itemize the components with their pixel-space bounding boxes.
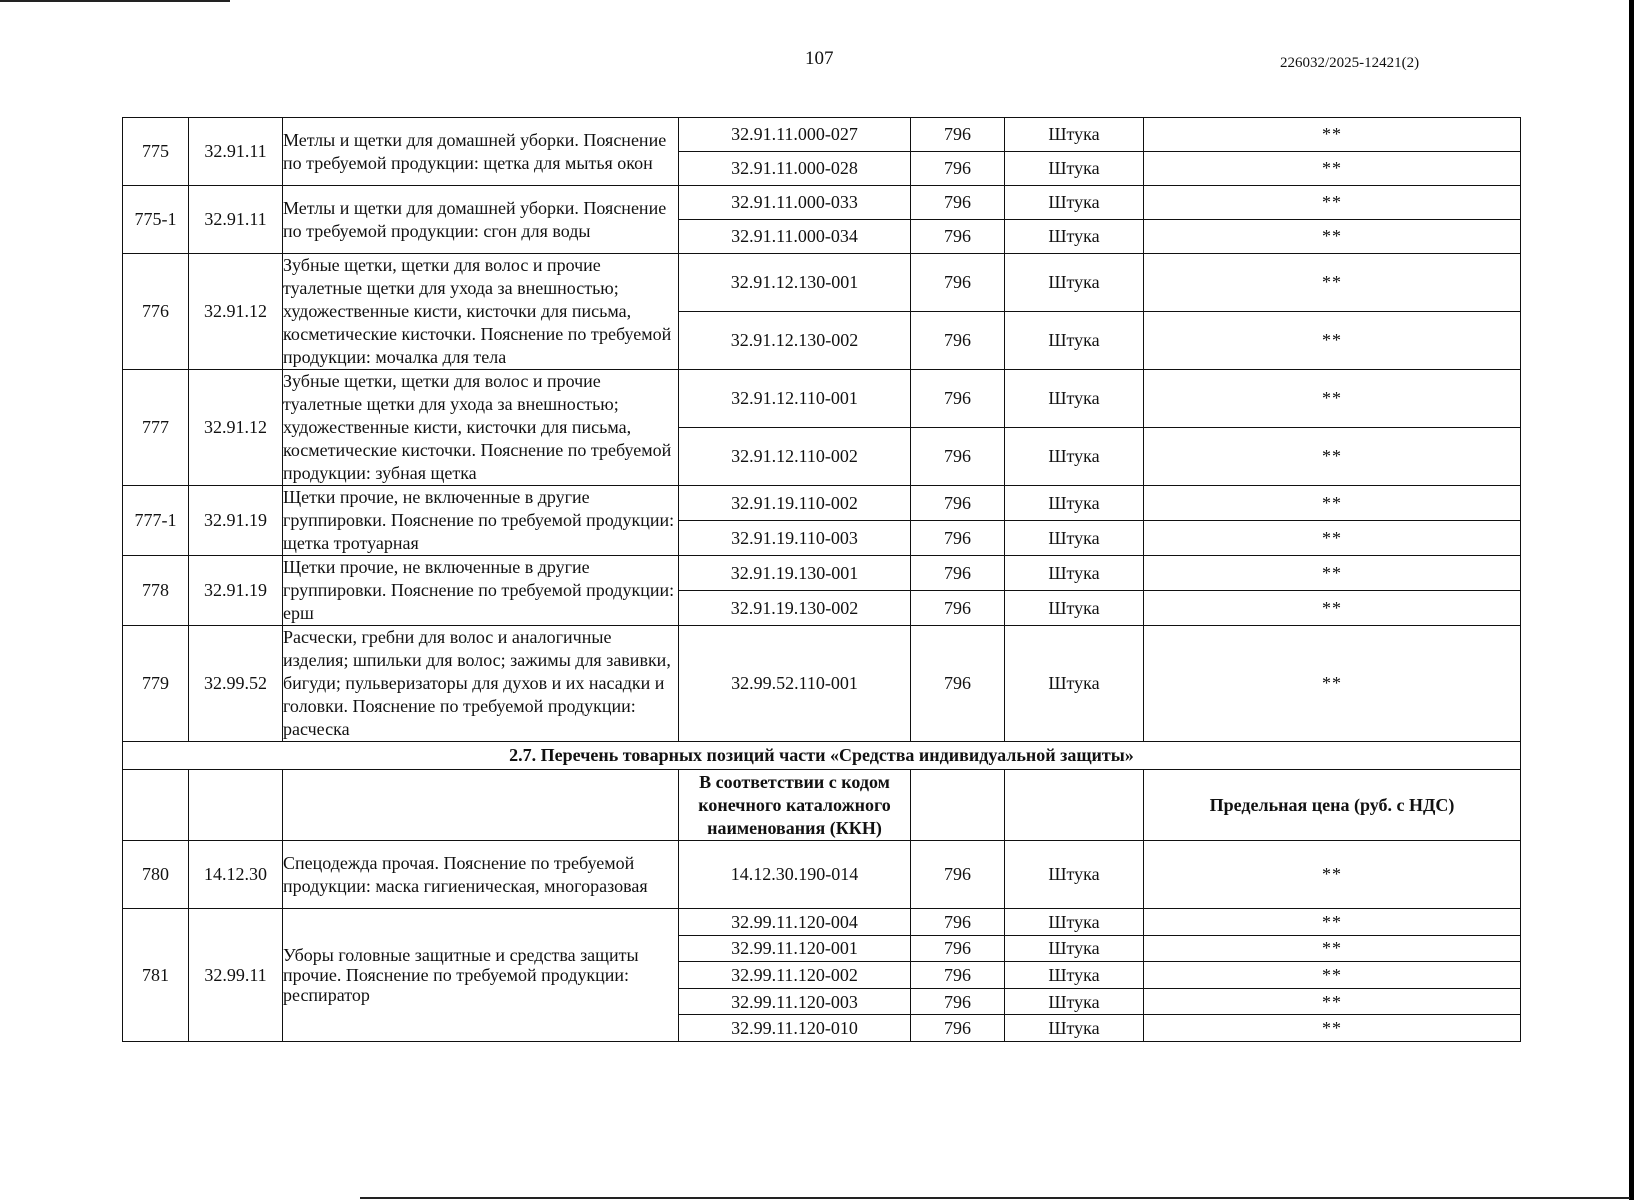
kkn-code: 32.91.19.130-001 [679, 556, 911, 591]
item-number: 780 [123, 841, 189, 909]
kkn-code: 32.91.11.000-027 [679, 118, 911, 152]
kkn-code: 32.91.11.000-034 [679, 220, 911, 254]
price-value: ** [1144, 152, 1521, 186]
okpd-code: 32.91.11 [189, 118, 283, 186]
header-empty-cell [283, 770, 679, 841]
item-description: Щетки прочие, не включенные в другие группировки. Пояснение по требуемой продукции: щетка тротуарная [283, 486, 679, 556]
okpd-code: 32.91.19 [189, 486, 283, 556]
okei-code: 796 [911, 1015, 1005, 1042]
item-description: Зубные щетки, щетки для волос и прочие туалетные щетки для ухода за внешностью; художественные кисти, кисточки для письма, косметические кисточки. Пояснение по требуемой продукции: мочалка для тела [283, 254, 679, 370]
unit-name: Штука [1005, 370, 1144, 428]
scan-edge-bottom [360, 1197, 1630, 1199]
item-number: 777 [123, 370, 189, 486]
kkn-code: 32.91.12.130-002 [679, 312, 911, 370]
okei-code: 796 [911, 428, 1005, 486]
price-value: ** [1144, 118, 1521, 152]
price-value: ** [1144, 254, 1521, 312]
kkn-code: 32.91.11.000-033 [679, 186, 911, 220]
okei-code: 796 [911, 312, 1005, 370]
unit-name: Штука [1005, 118, 1144, 152]
kkn-code: 32.91.12.110-001 [679, 370, 911, 428]
kkn-code: 32.99.11.120-004 [679, 909, 911, 936]
okei-code: 796 [911, 591, 1005, 626]
price-value: ** [1144, 988, 1521, 1015]
header-empty-cell [123, 770, 189, 841]
header-empty-cell [911, 770, 1005, 841]
okpd-code: 32.91.12 [189, 370, 283, 486]
table-row [123, 254, 1521, 312]
okei-code: 796 [911, 220, 1005, 254]
item-description: Метлы и щетки для домашней уборки. Пояснение по требуемой продукции: щетка для мытья окон [283, 118, 679, 186]
item-number: 777-1 [123, 486, 189, 556]
okei-code: 796 [911, 370, 1005, 428]
price-value: ** [1144, 428, 1521, 486]
item-number: 775-1 [123, 186, 189, 254]
price-value: ** [1144, 935, 1521, 962]
header-empty-cell [1005, 770, 1144, 841]
unit-name: Штука [1005, 988, 1144, 1015]
unit-name: Штука [1005, 312, 1144, 370]
kkn-code: 32.91.12.130-001 [679, 254, 911, 312]
okei-code: 796 [911, 909, 1005, 936]
kkn-code: 32.91.12.110-002 [679, 428, 911, 486]
item-number: 778 [123, 556, 189, 626]
price-value: ** [1144, 962, 1521, 989]
kkn-code: 32.99.11.120-001 [679, 935, 911, 962]
table-row [123, 909, 1521, 936]
kkn-code: 32.99.52.110-001 [679, 626, 911, 742]
table-row [123, 370, 1521, 428]
scan-edge-right [1629, 0, 1634, 1200]
okei-code: 796 [911, 118, 1005, 152]
price-value: ** [1144, 186, 1521, 220]
kkn-code: 32.91.19.110-003 [679, 521, 911, 556]
okei-code: 796 [911, 486, 1005, 521]
item-number: 775 [123, 118, 189, 186]
scan-edge-top [0, 0, 230, 2]
okpd-code: 32.99.52 [189, 626, 283, 742]
table-row [123, 118, 1521, 152]
section-block [123, 742, 1521, 841]
section-title-row [123, 742, 1521, 770]
price-value: ** [1144, 312, 1521, 370]
okei-code: 796 [911, 152, 1005, 186]
okei-code: 796 [911, 186, 1005, 220]
item-description: Метлы и щетки для домашней уборки. Пояснение по требуемой продукции: сгон для воды [283, 186, 679, 254]
unit-name: Штука [1005, 626, 1144, 742]
table-body-bottom [123, 841, 1521, 1042]
okpd-code: 32.91.11 [189, 186, 283, 254]
price-value: ** [1144, 521, 1521, 556]
okpd-code: 32.91.19 [189, 556, 283, 626]
okei-code: 796 [911, 521, 1005, 556]
okei-code: 796 [911, 962, 1005, 989]
okei-code: 796 [911, 254, 1005, 312]
price-value: ** [1144, 591, 1521, 626]
goods-table [122, 117, 1521, 1042]
page-number: 107 [805, 48, 834, 69]
item-description: Щетки прочие, не включенные в другие группировки. Пояснение по требуемой продукции: ерш [283, 556, 679, 626]
price-value: ** [1144, 1015, 1521, 1042]
item-description: Спецодежда прочая. Пояснение по требуемой продукции: маска гигиеническая, многоразовая [283, 841, 679, 909]
okei-code: 796 [911, 841, 1005, 909]
item-number: 781 [123, 909, 189, 1042]
kkn-code: 32.99.11.120-010 [679, 1015, 911, 1042]
kkn-code: 32.99.11.120-002 [679, 962, 911, 989]
section-title: 2.7. Перечень товарных позиций части «Средства индивидуальной защиты» [123, 742, 1521, 770]
unit-name: Штука [1005, 591, 1144, 626]
item-number: 776 [123, 254, 189, 370]
unit-name: Штука [1005, 909, 1144, 936]
unit-name: Штука [1005, 152, 1144, 186]
unit-name: Штука [1005, 186, 1144, 220]
unit-name: Штука [1005, 841, 1144, 909]
unit-name: Штука [1005, 254, 1144, 312]
unit-name: Штука [1005, 935, 1144, 962]
table-row [123, 186, 1521, 220]
table-body-top [123, 118, 1521, 742]
kkn-code: 32.91.11.000-028 [679, 152, 911, 186]
header-price: Предельная цена (руб. с НДС) [1144, 770, 1521, 841]
item-description: Зубные щетки, щетки для волос и прочие туалетные щетки для ухода за внешностью; художественные кисти, кисточки для письма, косметические кисточки. Пояснение по требуемой продукции: зубная щетка [283, 370, 679, 486]
kkn-code: 32.91.19.110-002 [679, 486, 911, 521]
okpd-code: 32.99.11 [189, 909, 283, 1042]
header-empty-cell [189, 770, 283, 841]
okei-code: 796 [911, 626, 1005, 742]
price-value: ** [1144, 841, 1521, 909]
unit-name: Штука [1005, 962, 1144, 989]
price-value: ** [1144, 220, 1521, 254]
unit-name: Штука [1005, 486, 1144, 521]
document-id: 226032/2025-12421(2) [1280, 55, 1420, 71]
okei-code: 796 [911, 988, 1005, 1015]
kkn-code: 32.99.11.120-003 [679, 988, 911, 1015]
table-row [123, 841, 1521, 909]
unit-name: Штука [1005, 521, 1144, 556]
price-value: ** [1144, 626, 1521, 742]
kkn-code: 32.91.19.130-002 [679, 591, 911, 626]
price-value: ** [1144, 556, 1521, 591]
okpd-code: 14.12.30 [189, 841, 283, 909]
price-value: ** [1144, 909, 1521, 936]
okpd-code: 32.91.12 [189, 254, 283, 370]
item-description: Уборы головные защитные и средства защиты прочие. Пояснение по требуемой продукции: респиратор [283, 909, 679, 1042]
unit-name: Штука [1005, 556, 1144, 591]
kkn-code: 14.12.30.190-014 [679, 841, 911, 909]
section-header-row [123, 770, 1521, 841]
price-value: ** [1144, 370, 1521, 428]
okei-code: 796 [911, 935, 1005, 962]
header-kkn: В соответствии с кодом конечного каталожного наименования (ККН) [679, 770, 911, 841]
unit-name: Штука [1005, 428, 1144, 486]
price-value: ** [1144, 486, 1521, 521]
table-row [123, 486, 1521, 521]
unit-name: Штука [1005, 1015, 1144, 1042]
item-number: 779 [123, 626, 189, 742]
okei-code: 796 [911, 556, 1005, 591]
table-row [123, 556, 1521, 591]
table-row [123, 626, 1521, 742]
unit-name: Штука [1005, 220, 1144, 254]
item-description: Расчески, гребни для волос и аналогичные изделия; шпильки для волос; зажимы для завивки, бигуди; пульверизаторы для духов и их насадки и головки. Пояснение по требуемой продукции: расческа [283, 626, 679, 742]
